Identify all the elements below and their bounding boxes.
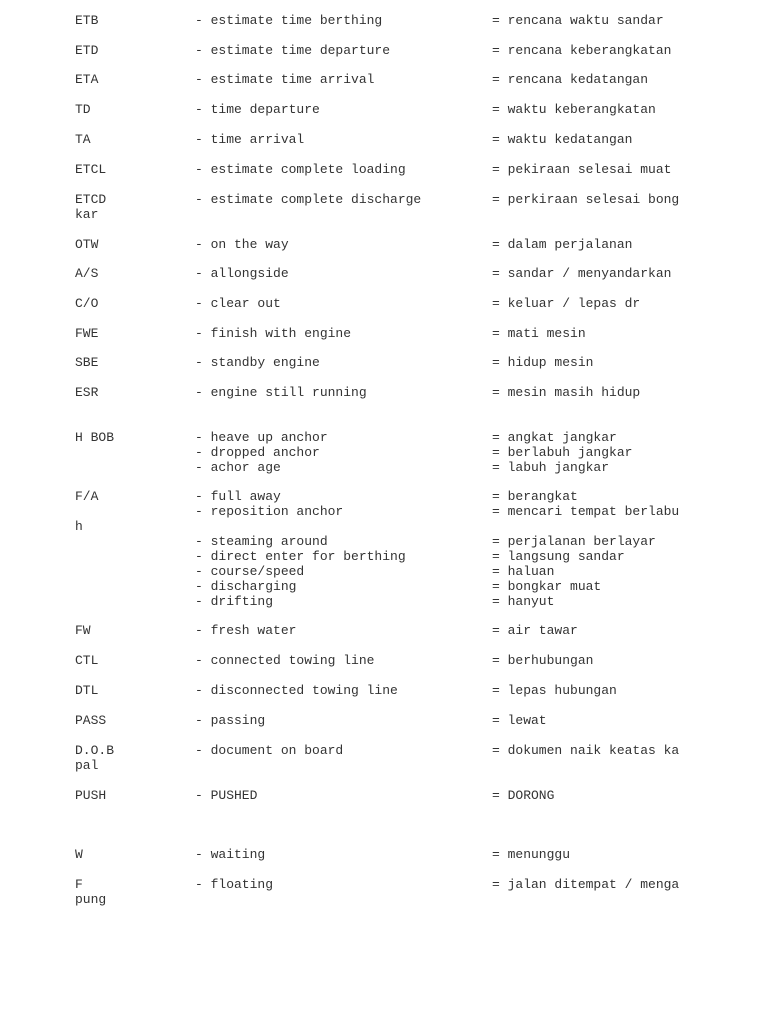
translation: = bongkar muat	[492, 579, 602, 594]
translation: = rencana kedatangan	[492, 72, 649, 87]
abbreviation: FW	[75, 623, 91, 638]
meaning: - steaming around	[195, 534, 328, 549]
translation: = waktu keberangkatan	[492, 102, 656, 117]
meaning: - clear out	[195, 296, 281, 311]
meaning: - connected towing line	[195, 653, 375, 668]
translation: = dokumen naik keatas ka	[492, 743, 680, 758]
meaning: - PUSHED	[195, 788, 258, 803]
meaning: - estimate complete loading	[195, 162, 406, 177]
abbreviation: ETD	[75, 43, 99, 58]
meaning: - waiting	[195, 847, 266, 862]
meaning: - drifting	[195, 594, 274, 609]
abbreviation: D.O.B	[75, 743, 115, 758]
wrapped-text: kar	[75, 207, 99, 222]
translation: = haluan	[492, 564, 555, 579]
translation: = berlabuh jangkar	[492, 445, 633, 460]
translation: = menunggu	[492, 847, 571, 862]
translation: = perkiraan selesai bong	[492, 192, 680, 207]
meaning: - allongside	[195, 266, 289, 281]
abbreviation: A/S	[75, 266, 99, 281]
abbreviation: ESR	[75, 385, 99, 400]
abbreviation: FWE	[75, 326, 99, 341]
meaning: - floating	[195, 877, 274, 892]
abbreviation: H BOB	[75, 430, 115, 445]
meaning: - achor age	[195, 460, 281, 475]
abbreviation: SBE	[75, 355, 99, 370]
translation: = berhubungan	[492, 653, 594, 668]
wrapped-text: h	[75, 519, 83, 534]
abbreviation: CTL	[75, 653, 99, 668]
translation: = angkat jangkar	[492, 430, 617, 445]
meaning: - engine still running	[195, 385, 367, 400]
meaning: - reposition anchor	[195, 504, 344, 519]
meaning: - disconnected towing line	[195, 683, 398, 698]
translation: = pekiraan selesai muat	[492, 162, 672, 177]
meaning: - on the way	[195, 237, 289, 252]
meaning: - standby engine	[195, 355, 320, 370]
abbreviation: F	[75, 877, 83, 892]
translation: = perjalanan berlayar	[492, 534, 656, 549]
translation: = waktu kedatangan	[492, 132, 633, 147]
abbreviation: ETB	[75, 13, 99, 28]
meaning: - passing	[195, 713, 266, 728]
meaning: - time arrival	[195, 132, 305, 147]
meaning: - estimate time berthing	[195, 13, 383, 28]
translation: = hanyut	[492, 594, 555, 609]
abbreviation: F/A	[75, 489, 99, 504]
meaning: - full away	[195, 489, 281, 504]
translation: = rencana keberangkatan	[492, 43, 672, 58]
abbreviation: C/O	[75, 296, 99, 311]
abbreviation: ETCD	[75, 192, 107, 207]
abbreviation: PUSH	[75, 788, 107, 803]
meaning: - estimate complete discharge	[195, 192, 422, 207]
translation: = langsung sandar	[492, 549, 625, 564]
translation: = dalam perjalanan	[492, 237, 633, 252]
translation: = rencana waktu sandar	[492, 13, 664, 28]
translation: = berangkat	[492, 489, 578, 504]
abbreviation: DTL	[75, 683, 99, 698]
abbreviation: PASS	[75, 713, 107, 728]
meaning: - dropped anchor	[195, 445, 320, 460]
abbreviation: TA	[75, 132, 91, 147]
translation: = air tawar	[492, 623, 578, 638]
translation: = keluar / lepas dr	[492, 296, 641, 311]
meaning: - estimate time arrival	[195, 72, 375, 87]
wrapped-text: pung	[75, 892, 107, 907]
translation: = hidup mesin	[492, 355, 594, 370]
meaning: - fresh water	[195, 623, 297, 638]
translation: = DORONG	[492, 788, 555, 803]
translation: = lewat	[492, 713, 547, 728]
abbreviation: ETCL	[75, 162, 107, 177]
translation: = lepas hubungan	[492, 683, 617, 698]
abbreviation: W	[75, 847, 83, 862]
translation: = mesin masih hidup	[492, 385, 641, 400]
meaning: - discharging	[195, 579, 297, 594]
meaning: - time departure	[195, 102, 320, 117]
abbreviation: TD	[75, 102, 91, 117]
translation: = jalan ditempat / menga	[492, 877, 680, 892]
meaning: - direct enter for berthing	[195, 549, 406, 564]
translation: = sandar / menyandarkan	[492, 266, 672, 281]
abbreviation: OTW	[75, 237, 99, 252]
translation: = mati mesin	[492, 326, 586, 341]
meaning: - course/speed	[195, 564, 305, 579]
abbreviation: ETA	[75, 72, 99, 87]
meaning: - finish with engine	[195, 326, 352, 341]
meaning: - document on board	[195, 743, 344, 758]
translation: = mencari tempat berlabu	[492, 504, 680, 519]
meaning: - estimate time departure	[195, 43, 391, 58]
translation: = labuh jangkar	[492, 460, 610, 475]
wrapped-text: pal	[75, 758, 99, 773]
meaning: - heave up anchor	[195, 430, 328, 445]
